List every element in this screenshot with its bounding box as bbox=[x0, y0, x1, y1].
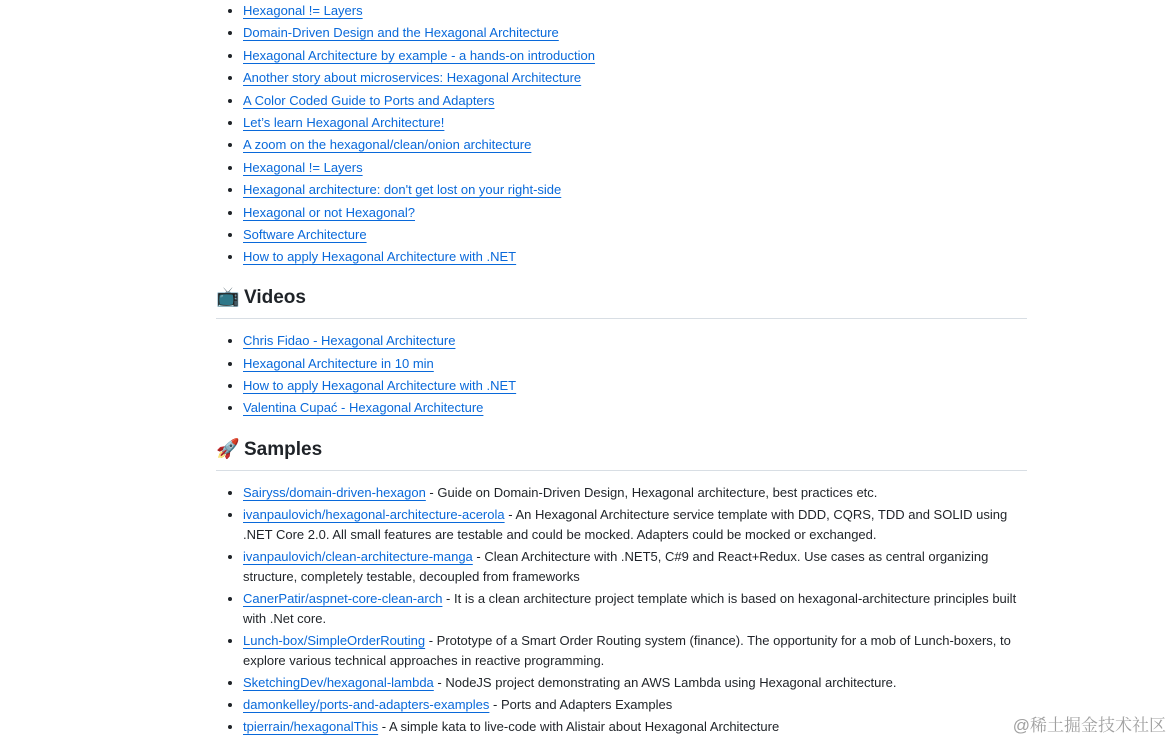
link[interactable]: How to apply Hexagonal Architecture with .NET bbox=[243, 378, 517, 394]
samples-heading bbox=[216, 437, 1027, 471]
articles-list bbox=[216, 1, 1027, 267]
videos-heading bbox=[216, 285, 1027, 319]
list-item bbox=[243, 225, 1027, 245]
link[interactable]: damonkelley/ports-and-adapters-examples bbox=[243, 697, 490, 713]
link[interactable]: Sairyss/domain-driven-hexagon bbox=[243, 485, 426, 501]
link[interactable]: ivanpaulovich/hexagonal-architecture-acerola bbox=[243, 507, 505, 523]
samples-section bbox=[216, 437, 1027, 737]
link[interactable]: A zoom on the hexagonal/clean/onion architecture bbox=[243, 137, 532, 153]
list-item bbox=[243, 158, 1027, 178]
link[interactable]: SketchingDev/hexagonal-lambda bbox=[243, 675, 434, 691]
sample-description: - An Hexagonal Architecture service template with DDD, CQRS, TDD and SOLID using .NET Core 2.0. All small features are testable and could be mocked. Adapters could be mocked or exchanged. bbox=[243, 507, 1008, 543]
sample-description: - Clean Architecture with .NET5, C#9 and React+Redux. Use cases as central organizing structure, completely testable, decoupled from frameworks bbox=[243, 549, 989, 585]
link[interactable]: CanerPatir/aspnet-core-clean-arch bbox=[243, 591, 443, 607]
list-item bbox=[243, 354, 1027, 374]
list-item bbox=[243, 589, 1027, 629]
list-item bbox=[243, 673, 1027, 693]
list-item bbox=[243, 1, 1027, 21]
link[interactable]: Hexagonal Architecture in 10 min bbox=[243, 355, 434, 371]
list-item bbox=[243, 631, 1027, 671]
link[interactable]: ivanpaulovich/clean-architecture-manga bbox=[243, 549, 473, 565]
list-item bbox=[243, 113, 1027, 133]
list-item bbox=[243, 203, 1027, 223]
sample-description: - Prototype of a Smart Order Routing system (finance). The opportunity for a mob of Lunch-boxers, to explore various technical approaches in reactive programming. bbox=[243, 633, 1011, 669]
link[interactable]: Hexagonal Architecture by example - a hands-on introduction bbox=[243, 47, 595, 63]
link[interactable]: Another story about microservices: Hexagonal Architecture bbox=[243, 70, 582, 86]
list-item bbox=[243, 180, 1027, 200]
link[interactable]: A Color Coded Guide to Ports and Adapters bbox=[243, 92, 495, 108]
readme-content bbox=[216, 0, 1027, 739]
list-item bbox=[243, 695, 1027, 715]
link[interactable]: Chris Fidao - Hexagonal Architecture bbox=[243, 333, 456, 349]
videos-section bbox=[216, 285, 1027, 418]
rocket-icon: 🚀 bbox=[216, 439, 240, 461]
link[interactable]: Valentina Cupać - Hexagonal Architecture bbox=[243, 400, 484, 416]
link[interactable]: Domain-Driven Design and the Hexagonal Architecture bbox=[243, 25, 559, 41]
list-item bbox=[243, 331, 1027, 351]
list-item bbox=[243, 376, 1027, 396]
sample-description: - Guide on Domain-Driven Design, Hexagonal architecture, best practices etc. bbox=[425, 485, 878, 501]
videos-title: Videos bbox=[244, 287, 306, 309]
watermark: @稀土掘金技术社区 bbox=[1012, 716, 1166, 735]
link[interactable]: Hexagonal != Layers bbox=[243, 159, 363, 175]
list-item bbox=[243, 547, 1027, 587]
list-item bbox=[243, 23, 1027, 43]
samples-title: Samples bbox=[244, 439, 323, 461]
list-item bbox=[243, 46, 1027, 66]
television-icon: 📺 bbox=[216, 287, 240, 309]
list-item bbox=[243, 247, 1027, 267]
videos-list bbox=[216, 331, 1027, 418]
link[interactable]: Lunch-box/SimpleOrderRouting bbox=[243, 633, 426, 649]
link[interactable]: How to apply Hexagonal Architecture with .NET bbox=[243, 249, 517, 265]
list-item bbox=[243, 91, 1027, 111]
list-item bbox=[243, 483, 1027, 503]
sample-description: - It is a clean architecture project template which is based on hexagonal-architecture principles built with .Net core. bbox=[243, 591, 1017, 627]
link[interactable]: Let’s learn Hexagonal Architecture! bbox=[243, 114, 445, 130]
link[interactable]: Hexagonal or not Hexagonal? bbox=[243, 204, 416, 220]
link[interactable]: Software Architecture bbox=[243, 226, 367, 242]
sample-description: - Ports and Adapters Examples bbox=[489, 697, 673, 713]
sample-description: - A simple kata to live-code with Alistair about Hexagonal Architecture bbox=[378, 719, 780, 735]
sample-description: - NodeJS project demonstrating an AWS Lambda using Hexagonal architecture. bbox=[433, 675, 897, 691]
list-item bbox=[243, 717, 1027, 737]
samples-list bbox=[216, 483, 1027, 737]
list-item bbox=[243, 398, 1027, 418]
link[interactable]: tpierrain/hexagonalThis bbox=[243, 719, 379, 735]
link[interactable]: Hexagonal != Layers bbox=[243, 3, 363, 18]
link[interactable]: Hexagonal architecture: don't get lost on your right-side bbox=[243, 182, 562, 198]
list-item bbox=[243, 505, 1027, 545]
list-item bbox=[243, 68, 1027, 88]
list-item bbox=[243, 135, 1027, 155]
